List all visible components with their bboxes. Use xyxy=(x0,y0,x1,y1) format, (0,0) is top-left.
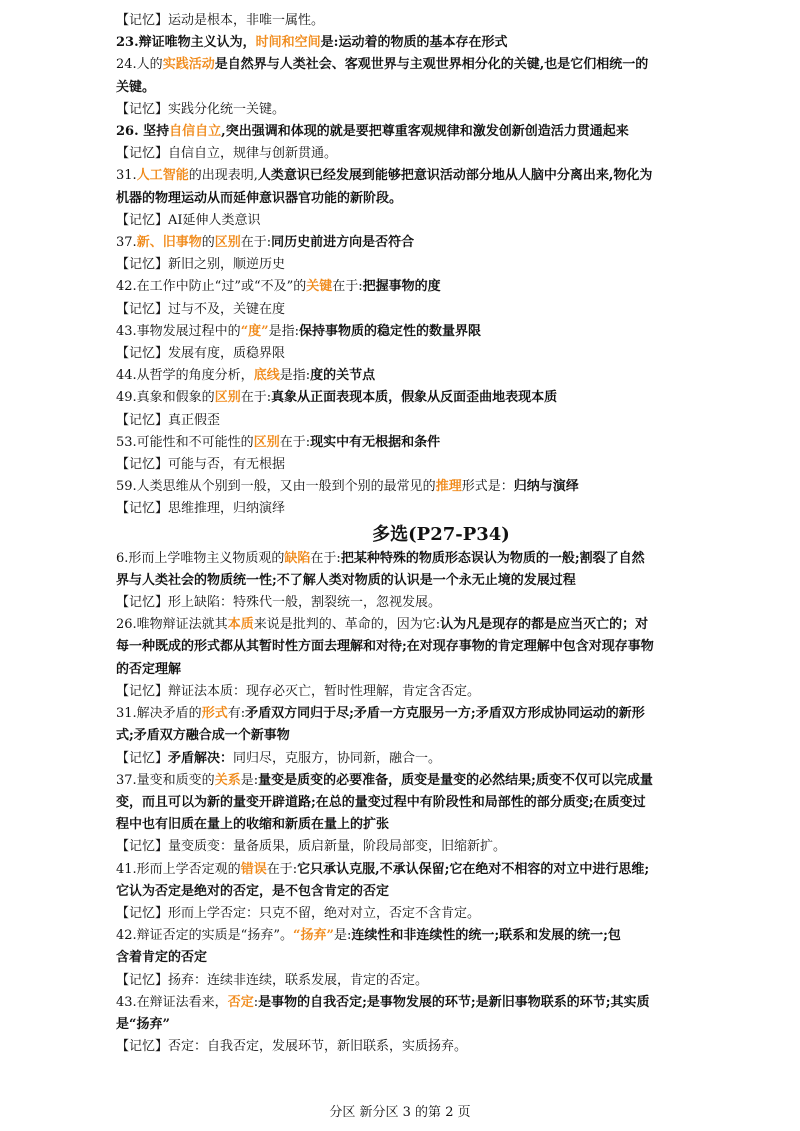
text-segment: 37.量变和质变的 xyxy=(116,772,215,788)
text-segment: 是“扬弃” xyxy=(116,1016,170,1032)
text-segment: 43.在辩证法看来， xyxy=(116,994,228,1010)
text-segment: 59.人类思维从个别到一般，又由一般到个别的最常见的 xyxy=(116,479,436,495)
text-segment: 【记忆】形而上学否定：只克不留，绝对对立，否定不含肯定。 xyxy=(116,905,481,921)
note-line xyxy=(116,592,766,614)
text-segment: 机器的物理运动从而延伸意识器官功能的新阶段。 xyxy=(116,190,403,206)
note-line xyxy=(116,54,766,76)
highlight-keyword: 错误 xyxy=(240,861,267,877)
single-choice-notes xyxy=(116,10,766,521)
highlight-keyword: 形式 xyxy=(201,706,228,722)
highlight-keyword: 人工智能 xyxy=(136,168,189,184)
note-line xyxy=(116,121,766,143)
highlight-keyword: 缺陷 xyxy=(284,550,311,566)
text-segment: 在于: xyxy=(240,235,272,251)
text-segment: 认为凡是现存的都是应当灭亡的；对 xyxy=(440,617,649,633)
note-line xyxy=(116,881,766,903)
page-footer: 分区 新分区 3 的第 2 页 xyxy=(329,1105,471,1120)
text-segment: 43.事物发展过程中的 xyxy=(116,323,241,339)
text-segment: 量变是质变的必要准备，质变是量变的必然结果;质变不仅可以完成量 xyxy=(258,772,653,788)
text-segment: 【记忆】运动是根本，非唯一属性。 xyxy=(116,13,325,28)
text-segment: 连续性和非连续性的统一;联系和发展的统一;包 xyxy=(351,928,621,944)
text-segment: 矛盾解决： xyxy=(168,750,234,766)
highlight-keyword: 否定 xyxy=(227,994,254,1010)
text-segment: 是指: xyxy=(268,323,300,339)
note-line xyxy=(116,836,766,858)
note-line xyxy=(116,10,766,32)
text-segment: 是自然界与人类社会、客观世界与主观世界相分化的关键,也是它们相统一的 xyxy=(214,57,649,73)
highlight-keyword: 区别 xyxy=(253,434,280,450)
highlight-keyword: 区别 xyxy=(214,235,241,251)
highlight-keyword: 实践活动 xyxy=(162,57,215,73)
note-line xyxy=(116,387,766,409)
document-page xyxy=(116,10,766,1058)
note-line xyxy=(116,454,766,476)
note-line xyxy=(116,614,766,636)
note-line xyxy=(116,32,766,54)
text-segment: 界与人类社会的物质统一性;不了解人类对物质的认识是一个永无止境的发展过程 xyxy=(116,572,576,588)
text-segment: 【记忆】思维推理，归纳演绎 xyxy=(116,501,286,517)
text-segment: 【记忆】AI延伸人类意识 xyxy=(116,212,261,228)
text-segment: 【记忆】可能与否，有无根据 xyxy=(116,457,286,473)
text-segment: 的否定理解 xyxy=(116,661,182,677)
note-line xyxy=(116,232,766,254)
text-segment: 41.形而上学否定观的 xyxy=(116,861,241,877)
text-segment: 42.在工作中防止“过”或“不及”的 xyxy=(116,279,307,295)
note-line xyxy=(116,681,766,703)
note-line xyxy=(116,925,766,947)
highlight-keyword: 关键 xyxy=(306,279,333,295)
note-line xyxy=(116,343,766,365)
note-line xyxy=(116,1036,766,1058)
highlight-keyword: “度” xyxy=(240,323,269,339)
note-line xyxy=(116,321,766,343)
text-segment: 23.辩证唯物主义认为， xyxy=(116,35,256,51)
text-segment: 31.解决矛盾的 xyxy=(116,706,202,722)
text-segment: 在于: xyxy=(266,861,298,877)
text-segment: 在于: xyxy=(240,390,272,406)
note-line xyxy=(116,365,766,387)
note-line xyxy=(116,770,766,792)
text-segment: 【记忆】否定：自我否定，发展环节，新旧联系，实质扬弃。 xyxy=(116,1039,468,1055)
text-segment: 程中也有旧质在量上的收缩和新质在量上的扩张 xyxy=(116,817,390,833)
text-segment: 26. 坚持 xyxy=(116,124,170,140)
text-segment: 形式是： xyxy=(461,479,514,495)
text-segment: 【记忆】过与不及，关键在度 xyxy=(116,301,286,317)
text-segment: 的 xyxy=(201,235,215,251)
note-line xyxy=(116,165,766,187)
note-line xyxy=(116,498,766,520)
text-segment: 【记忆】量变质变：量备质果，质启新量，阶段局部变，旧缩新扩。 xyxy=(116,839,507,855)
text-segment: 是: xyxy=(333,928,352,944)
text-segment: 它认为否定是绝对的否定，是不包含肯定的否定 xyxy=(116,883,390,899)
text-segment: 44.从哲学的角度分析， xyxy=(116,368,254,384)
text-segment: 是指: xyxy=(279,368,311,384)
note-line xyxy=(116,703,766,725)
text-segment: 是:运动着的物质的基本存在形式 xyxy=(320,35,508,51)
text-segment: 【记忆】新旧之别，顺逆历史 xyxy=(116,257,286,273)
text-segment: 真象从正面表现本质，假象从反面歪曲地表现本质 xyxy=(271,390,558,406)
section-heading: 多选(P27-P34) xyxy=(372,523,510,545)
text-segment: 变，而且可以为新的量变开辟道路;在总的量变过程中有阶段性和局部性的部分质变;在质变过 xyxy=(116,794,646,810)
note-line xyxy=(116,476,766,498)
text-segment: 26.唯物辩证法就其 xyxy=(116,617,228,633)
note-line xyxy=(116,814,766,836)
text-segment: 度的关节点 xyxy=(310,368,376,384)
text-segment: 在于: xyxy=(332,279,363,295)
multiple-choice-notes xyxy=(116,548,766,1059)
note-line xyxy=(116,992,766,1014)
text-segment: 含着肯定的否定 xyxy=(116,950,208,966)
text-segment: 同归尽，克服方，协同新，融合一。 xyxy=(233,750,442,766)
text-segment: 把握事物的度 xyxy=(362,279,441,295)
note-line xyxy=(116,725,766,747)
text-segment: 它只承认克服,不承认保留;它在绝对不相容的对立中进行思维; xyxy=(297,861,650,877)
text-segment: 式;矛盾双方融合成一个新事物 xyxy=(116,728,290,744)
text-segment: 在于: xyxy=(279,434,311,450)
highlight-keyword: 关系 xyxy=(214,772,241,788)
note-line xyxy=(116,548,766,570)
highlight-keyword: 推理 xyxy=(435,479,462,495)
highlight-keyword: 自信自立 xyxy=(169,124,222,140)
text-segment: 37. xyxy=(116,235,137,251)
text-segment: 【记忆】实践分化统一关键。 xyxy=(116,101,286,117)
text-segment: 矛盾双方同归于尽;矛盾一方克服另一方;矛盾双方形成协同运动的新形 xyxy=(245,706,645,722)
text-segment: 【记忆】辩证法本质：现存必灭亡，暂时性理解，肯定含否定。 xyxy=(116,683,481,699)
text-segment: 是: xyxy=(240,772,259,788)
text-segment: : xyxy=(253,994,259,1010)
text-segment: 来说是批判的、革命的，因为它: xyxy=(253,617,441,633)
note-line xyxy=(116,77,766,99)
note-line xyxy=(116,432,766,454)
text-segment: 【记忆】真正假歪 xyxy=(116,412,221,428)
text-segment: 31. xyxy=(116,168,137,184)
note-line xyxy=(116,143,766,165)
text-segment: 每一种既成的形式都从其暂时性方面去理解和对待;在对现存事物的肯定理解中包含对现存事物 xyxy=(116,639,654,655)
text-segment: 的出现表明, xyxy=(188,168,258,184)
text-segment: 【记忆】形上缺陷：特殊代一般，割裂统一，忽视发展。 xyxy=(116,595,442,611)
text-segment: 关键。 xyxy=(116,79,156,95)
note-line xyxy=(116,792,766,814)
text-segment: 42.辩证否定的实质是“扬弃”。 xyxy=(116,928,293,944)
note-line xyxy=(116,254,766,276)
text-segment: 是事物的自我否定;是事物发展的环节;是新旧事物联系的环节;其实质 xyxy=(258,994,650,1010)
text-segment: 【记忆】自信自立，规律与创新贯通。 xyxy=(116,146,338,162)
note-line xyxy=(116,299,766,321)
note-line xyxy=(116,188,766,210)
text-segment: 在于: xyxy=(310,550,341,566)
note-line xyxy=(116,970,766,992)
text-segment: 现实中有无根据和条件 xyxy=(310,434,441,450)
text-segment: 49.真象和假象的 xyxy=(116,390,215,406)
text-segment: 保持事物质的稳定性的数量界限 xyxy=(299,323,482,339)
text-segment: 6.形而上学唯物主义物质观的 xyxy=(116,550,285,566)
note-line xyxy=(116,748,766,770)
text-segment: 归纳与演绎 xyxy=(513,479,579,495)
text-segment: ,突出强调和体现的就是要把尊重客观规律和激发创新创造活力贯通起来 xyxy=(221,124,629,140)
text-segment: 人类意识已经发展到能够把意识活动部分地从人脑中分离出来,物化为 xyxy=(257,168,653,184)
note-line xyxy=(116,636,766,658)
note-line xyxy=(116,210,766,232)
text-segment: 【记忆】发展有度，质稳界限 xyxy=(116,346,286,362)
highlight-keyword: 底线 xyxy=(253,368,280,384)
note-line xyxy=(116,947,766,969)
note-line xyxy=(116,1014,766,1036)
note-line xyxy=(116,276,766,298)
text-segment: 同历史前进方向是否符合 xyxy=(271,235,415,251)
note-line xyxy=(116,859,766,881)
text-segment: 把某种特殊的物质形态误认为物质的一般;割裂了自然 xyxy=(340,550,645,566)
note-line xyxy=(116,570,766,592)
text-segment: 【记忆】扬弃：连续非连续，联系发展，肯定的否定。 xyxy=(116,972,429,988)
highlight-keyword: 本质 xyxy=(227,617,254,633)
text-segment: 有: xyxy=(227,706,246,722)
note-line xyxy=(116,99,766,121)
text-segment: 【记忆】 xyxy=(116,750,169,766)
highlight-keyword: “扬弃” xyxy=(292,928,334,944)
note-line xyxy=(116,903,766,925)
note-line xyxy=(116,659,766,681)
note-line xyxy=(116,410,766,432)
highlight-keyword: 区别 xyxy=(214,390,241,406)
highlight-keyword: 时间和空间 xyxy=(255,35,321,51)
highlight-keyword: 新、旧事物 xyxy=(136,235,202,251)
text-segment: 24.人的 xyxy=(116,57,163,73)
text-segment: 53.可能性和不可能性的 xyxy=(116,434,254,450)
